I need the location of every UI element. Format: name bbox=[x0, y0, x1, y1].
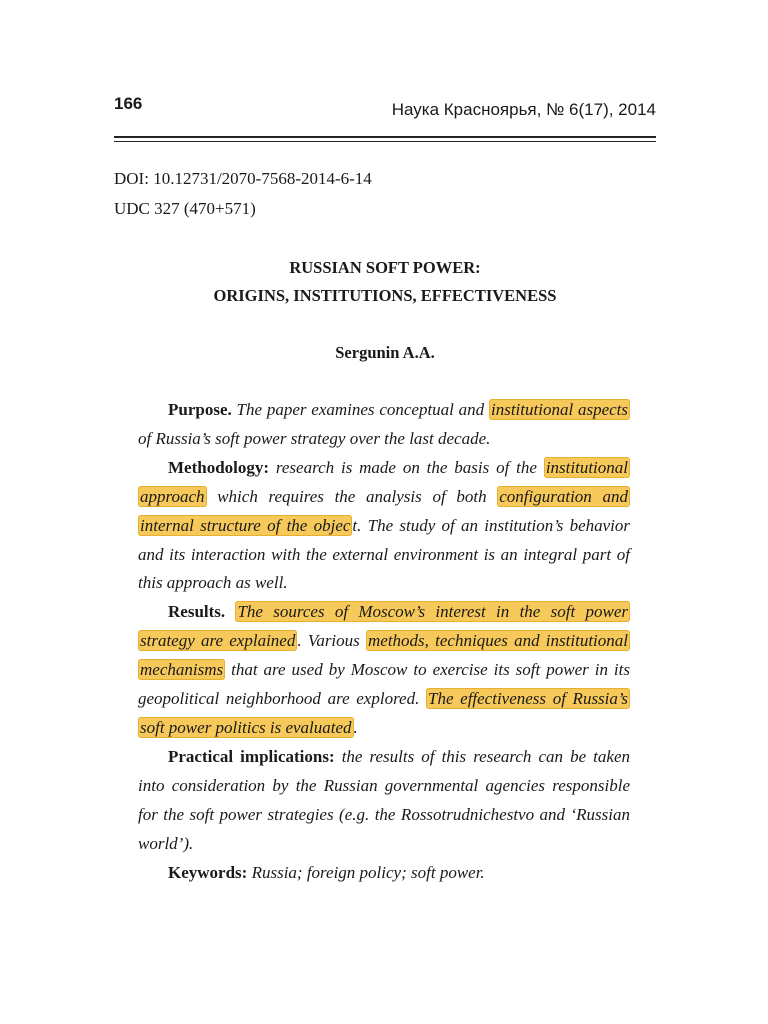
results-text-3: . bbox=[353, 717, 358, 737]
keywords-label: Keywords: bbox=[168, 862, 248, 882]
udc-line: UDC 327 (470+571) bbox=[114, 199, 256, 218]
keywords-paragraph bbox=[138, 859, 630, 888]
keywords-text: Russia; foreign policy; soft power. bbox=[247, 862, 485, 882]
title-line-1: RUSSIAN SOFT POWER: bbox=[289, 258, 481, 277]
doi-line: DOI: 10.12731/2070-7568-2014-6-14 bbox=[114, 169, 372, 188]
header-rule-thick bbox=[114, 136, 656, 138]
results-paragraph bbox=[138, 598, 630, 743]
highlight-methodology-1[interactable]: institutional approach bbox=[140, 457, 628, 506]
highlight-purpose-1[interactable]: institutional aspects bbox=[490, 400, 628, 419]
purpose-text-2: of Russia’s soft power strategy over the last decade. bbox=[138, 428, 491, 448]
journal-citation: Наука Красноярья, № 6(17), 2014 bbox=[391, 100, 656, 119]
methodology-paragraph bbox=[138, 454, 630, 599]
methodology-text-1: research is made on the basis of the bbox=[269, 457, 544, 477]
purpose-text-1: The paper examines conceptual and bbox=[231, 400, 489, 419]
highlight-methodology-2[interactable]: configuration and internal structure of the objec bbox=[140, 486, 628, 535]
page-number: 166 bbox=[114, 94, 143, 113]
highlight-results-2[interactable]: methods, techniques and institutional mechanisms bbox=[140, 631, 628, 680]
highlight-results-3[interactable]: The effectiveness of Russia’s soft power politics is evaluated bbox=[140, 689, 628, 737]
practical-paragraph bbox=[138, 743, 630, 859]
methodology-label: Methodology: bbox=[168, 457, 270, 477]
abstract bbox=[138, 396, 630, 887]
purpose-label: Purpose. bbox=[168, 400, 232, 419]
results-label: Results. bbox=[168, 602, 226, 622]
running-header bbox=[114, 94, 656, 146]
results-text-2: that are used by Moscow to exercise its soft power in its geopolitical neighborhood are explored. bbox=[138, 660, 630, 709]
methodology-text-2: which requires the analysis of both bbox=[206, 486, 498, 506]
practical-text: the results of this research can be taken into consideration by the Russian governmental agencies responsible for the soft power strategies (e.g. the Rossotrudnichestvo and ‘Russian world’). bbox=[138, 746, 631, 853]
purpose-paragraph bbox=[138, 396, 630, 454]
results-text-1: . Various bbox=[297, 631, 367, 651]
practical-label: Practical implications: bbox=[168, 746, 335, 766]
header-rule-thin bbox=[114, 141, 656, 142]
methodology-text-3: t. The study of an institution’s behavior and its interaction with the external environment is an integral part of this approach as well. bbox=[138, 515, 631, 593]
highlight-results-1[interactable]: The sources of Moscow’s interest in the soft power strategy are explained bbox=[140, 602, 628, 651]
author-name: Sergunin A.A. bbox=[335, 343, 435, 362]
title-line-2: ORIGINS, INSTITUTIONS, EFFECTIVENESS bbox=[213, 286, 557, 305]
